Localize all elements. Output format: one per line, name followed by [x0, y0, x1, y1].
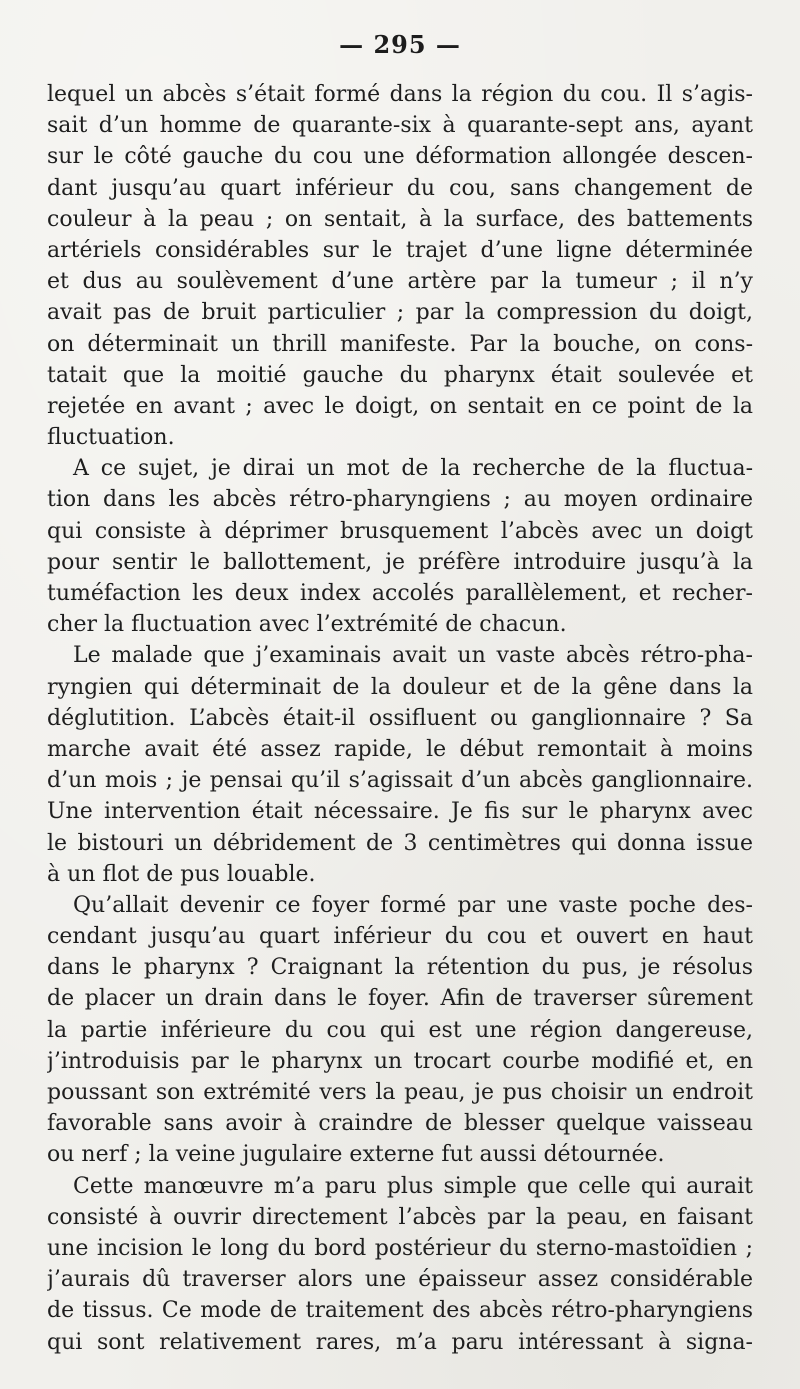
text-line: tuméfaction les deux index accolés parallèlement, et recher-: [47, 581, 753, 606]
text-line: une incision le long du bord postérieur du sterno-mastoïdien ;: [47, 1235, 753, 1261]
text-line: et dus au soulèvement d’une artère par la tumeur ; il n’y: [47, 269, 753, 295]
text-line: j’introduisis par le pharynx un trocart courbe modifié et, en: [47, 1048, 753, 1074]
paragraph-first-line: A ce sujet, je dirai un mot de la recherche de la fluctua-: [73, 456, 753, 482]
text-line: on déterminait un thrill manifeste. Par la bouche, on cons-: [47, 331, 753, 357]
text-line: d’un mois ; je pensai qu’il s’agissait d’un abcès ganglionnaire.: [47, 768, 753, 794]
text-line: à un flot de pus louable.: [47, 861, 316, 887]
text-line: déglutition. L’abcès était-il ossifluent ou ganglionnaire ? Sa: [47, 705, 753, 731]
text-line: Une intervention était nécessaire. Je fis sur le pharynx avec: [47, 799, 753, 825]
paragraph-first-line: Qu’allait devenir ce foyer formé par une vaste poche des-: [73, 892, 753, 918]
text-line: poussant son extrémité vers la peau, je pus choisir un endroit: [47, 1080, 753, 1105]
text-line: avait pas de bruit particulier ; par la compression du doigt,: [47, 300, 753, 326]
text-line: dant jusqu’au quart inférieur du cou, sans changement de: [47, 175, 753, 201]
text-line: sur le côté gauche du cou une déformation allongée descen-: [47, 144, 753, 170]
text-line: la partie inférieure du cou qui est une région dangereuse,: [47, 1017, 753, 1043]
text-line: tion dans les abcès rétro-pharyngiens ; au moyen ordinaire: [47, 487, 753, 513]
text-line: pour sentir le ballottement, je préfère introduire jusqu’à la: [47, 549, 753, 575]
text-line: cendant jusqu’au quart inférieur du cou et ouvert en haut: [47, 924, 753, 950]
text-line: couleur à la peau ; on sentait, à la surface, des battements: [47, 206, 753, 232]
text-line: cher la fluctuation avec l’extrémité de chacun.: [47, 612, 567, 638]
page-number: — 295 —: [339, 30, 461, 59]
text-line: ryngien qui déterminait de la douleur et de la gêne dans la: [47, 674, 753, 700]
paragraph-first-line: Le malade que j’examinais avait un vaste abcès rétro-pha-: [73, 643, 753, 669]
text-line: de placer un drain dans le foyer. Afin de traverser sûrement: [47, 986, 753, 1012]
text-line: j’aurais dû traverser alors une épaisseur assez considérable: [47, 1267, 753, 1293]
text-line: qui sont relativement rares, m’a paru intéressant à signa-: [47, 1329, 753, 1355]
text-line: fluctuation.: [47, 425, 175, 451]
text-line: rejetée en avant ; avec le doigt, on sentait en ce point de la: [47, 393, 753, 419]
text-line: sait d’un homme de quarante-six à quarante-sept ans, ayant: [47, 113, 753, 139]
text-line: dans le pharynx ? Craignant la rétention du pus, je résolus: [47, 955, 753, 981]
text-line: consisté à ouvrir directement l’abcès par la peau, en faisant: [47, 1204, 753, 1230]
text-line: favorable sans avoir à craindre de blesser quelque vaisseau: [47, 1111, 753, 1137]
paragraph-first-line: Cette manœuvre m’a paru plus simple que celle qui aurait: [73, 1173, 753, 1199]
text-line: le bistouri un débridement de 3 centimètres qui donna issue: [47, 830, 753, 856]
text-line: lequel un abcès s’était formé dans la région du cou. Il s’agis-: [47, 82, 753, 107]
text-line: de tissus. Ce mode de traitement des abcès rétro-pharyngiens: [47, 1298, 753, 1324]
text-line: tatait que la moitié gauche du pharynx était soulevée et: [47, 362, 753, 388]
body-text: [47, 79, 753, 1358]
text-line: artériels considérables sur le trajet d’une ligne déterminée: [47, 237, 753, 263]
text-line: ou nerf ; la veine jugulaire externe fut aussi détournée.: [47, 1142, 665, 1168]
text-line: marche avait été assez rapide, le début remontait à moins: [47, 736, 753, 762]
text-line: qui consiste à déprimer brusquement l’abcès avec un doigt: [47, 518, 753, 544]
